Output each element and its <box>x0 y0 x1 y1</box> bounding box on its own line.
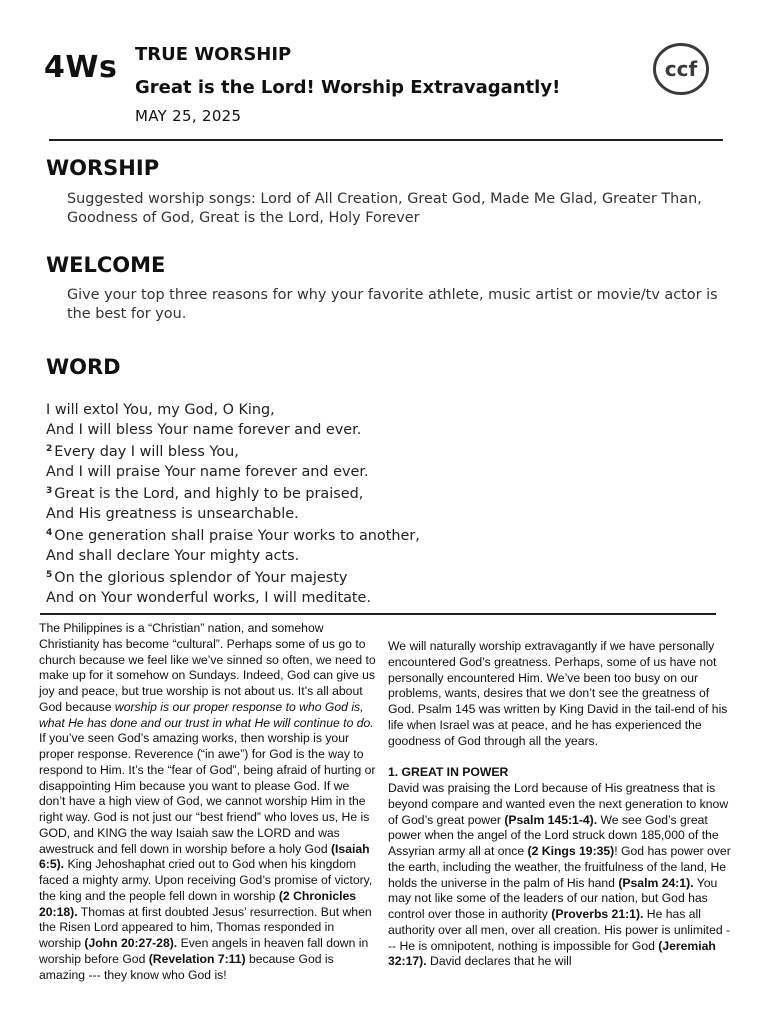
lesson-date: MAY 25, 2025 <box>135 107 242 125</box>
scripture-reference: (2 Kings 19:35) <box>527 844 615 858</box>
text-run: The Philippines is a “Christian” nation, and somehow Christianity has become “cultural”. Perhaps some of us go to church because we feel like we’ve sinned so often, we need to make up for it somehow on Sundays. Indeed, God can give us joy and peace, but true worship is not about us. It’s all about God because <box>39 621 376 714</box>
scripture-reference: (Revelation 7:11) <box>148 951 246 966</box>
verse-text: And I will bless Your name forever and ever. <box>46 421 362 438</box>
right-intro-text: We will naturally worship extravagantly if we have personally encountered God’s greatness. Perhaps, some of us have not personally encountered Him. We’ve been too busy on our problems, wants, desires that we don’t see the greatness of God. Psalm 145 was written by King David in the tail-end of his life when Israel was at peace, and he has experienced the goodness of God through all the years. <box>388 639 728 748</box>
text-run: David declares that he will <box>426 954 572 969</box>
verse-number: 5 <box>46 570 53 580</box>
text-run: He has all authority over all men, over all creation. His power is unlimited --- He is omnipotent, nothing is impossible for God <box>388 907 731 953</box>
brand-title: 4Ws <box>44 50 118 85</box>
verse-line <box>46 547 420 567</box>
ccf-logo-icon <box>652 42 710 96</box>
scripture-reference: (Psalm 145:1-4). <box>504 812 598 827</box>
verse-text: One generation shall praise Your works to another, <box>54 528 420 544</box>
scripture-reference: (Proverbs 21:1). <box>551 907 644 921</box>
left-column-text <box>39 621 377 983</box>
text-run: Thomas at first doubted Jesus’ resurrection. But when the Risen Lord appeared to him, Thomas responded in worship <box>39 904 372 950</box>
verse-text: Great is the Lord, and highly to be praised, <box>54 486 364 502</box>
text-run: You may not like some of the leaders of our nation, but God has control over those in authority <box>388 875 718 921</box>
verse-line <box>46 524 420 547</box>
verse-line <box>46 505 420 525</box>
text-run: We see God’s great power when the angel of the Lord struck down 185,000 of the Assyrian army all at once <box>388 812 719 858</box>
header-divider <box>49 139 723 141</box>
text-run: because God is amazing --- they know who God is! <box>39 951 334 982</box>
scripture-reference: (2 Chronicles 20:18). <box>39 888 357 919</box>
text-run: David was praising the Lord because of His greatness that is beyond compare and wanted even the next generation to know of God’s great power <box>388 781 729 827</box>
verse-number: 4 <box>46 528 53 538</box>
welcome-heading: WELCOME <box>46 253 166 277</box>
verse-line <box>46 401 420 421</box>
scripture-reference: (Psalm 24:1). <box>618 875 694 890</box>
body-right-column <box>388 639 732 970</box>
section-divider <box>40 613 716 615</box>
verse-text: And I will praise Your name forever and ever. <box>46 463 369 480</box>
text-run: If you’ve seen God’s amazing works, then worship is your proper response. Reverence (“in awe”) for God is the way to respond to Him. It’s the “fear of God”, being afraid of hurting or disappointing Him because you want to please God. If we don’t have a high view of God, we cannot worship Him in the right way. God is not just our “best friend” who loves us, He is GOD, and KING the way Isaiah saw the LORD and was awestruck and fell down in worship before a holy God <box>39 731 376 856</box>
scripture-reference: (John 20:27-28). <box>84 936 178 950</box>
verse-line <box>46 421 420 441</box>
welcome-text: Give your top three reasons for why your favorite athlete, music artist or movie/tv actor is the best for you. <box>67 287 718 322</box>
logo-text: ccf <box>664 57 698 81</box>
text-run: King Jehoshaphat cried out to God when his kingdom faced a mighty army. Upon receiving God’s promise of victory, the king and the people fell down in worship <box>39 857 373 903</box>
verse-text: I will extol You, my God, O King, <box>46 402 275 418</box>
scripture-reference: (Isaiah 6:5). <box>39 841 370 872</box>
ccf-logo <box>652 42 710 96</box>
verse-text: And on Your wonderful works, I will meditate. <box>46 589 371 606</box>
text-run: ! God has power over the earth, including the weather, the fruitfulness of the land, He holds the universe in the palm of His hand <box>388 844 731 890</box>
word-heading: WORD <box>46 355 121 379</box>
verse-line <box>46 482 420 505</box>
verse-text: On the glorious splendor of Your majesty <box>54 570 348 586</box>
verse-number: 3 <box>46 486 53 496</box>
verse-text: And His greatness is unsearchable. <box>46 505 299 522</box>
verse-line <box>46 589 420 609</box>
worship-text: Suggested worship songs: Lord of All Creation, Great God, Made Me Glad, Greater Than, Goodness of God, Great is the Lord, Holy Forever <box>67 191 702 226</box>
text-run: Even angels in heaven fall down in worship before God <box>39 936 369 966</box>
lesson-title: Great is the Lord! Worship Extravagantly! <box>135 77 561 98</box>
worship-heading: WORSHIP <box>46 156 160 180</box>
scripture-reference: (Jeremiah 32:17). <box>388 938 716 969</box>
verse-text: Every day I will bless You, <box>54 444 239 460</box>
verse-line <box>46 463 420 483</box>
section1-text <box>388 781 732 970</box>
verse-number: 2 <box>46 444 53 454</box>
section1-heading: 1. GREAT IN POWER <box>388 765 509 780</box>
scripture-passage <box>46 401 420 608</box>
series-title: TRUE WORSHIP <box>135 44 292 65</box>
body-left-column <box>39 621 377 983</box>
verse-line <box>46 440 420 463</box>
verse-line <box>46 566 420 589</box>
verse-text: And shall declare Your mighty acts. <box>46 547 300 564</box>
text-run: worship is our proper response to who God is, what He has done and our trust in what He will continue to do. <box>39 699 374 730</box>
